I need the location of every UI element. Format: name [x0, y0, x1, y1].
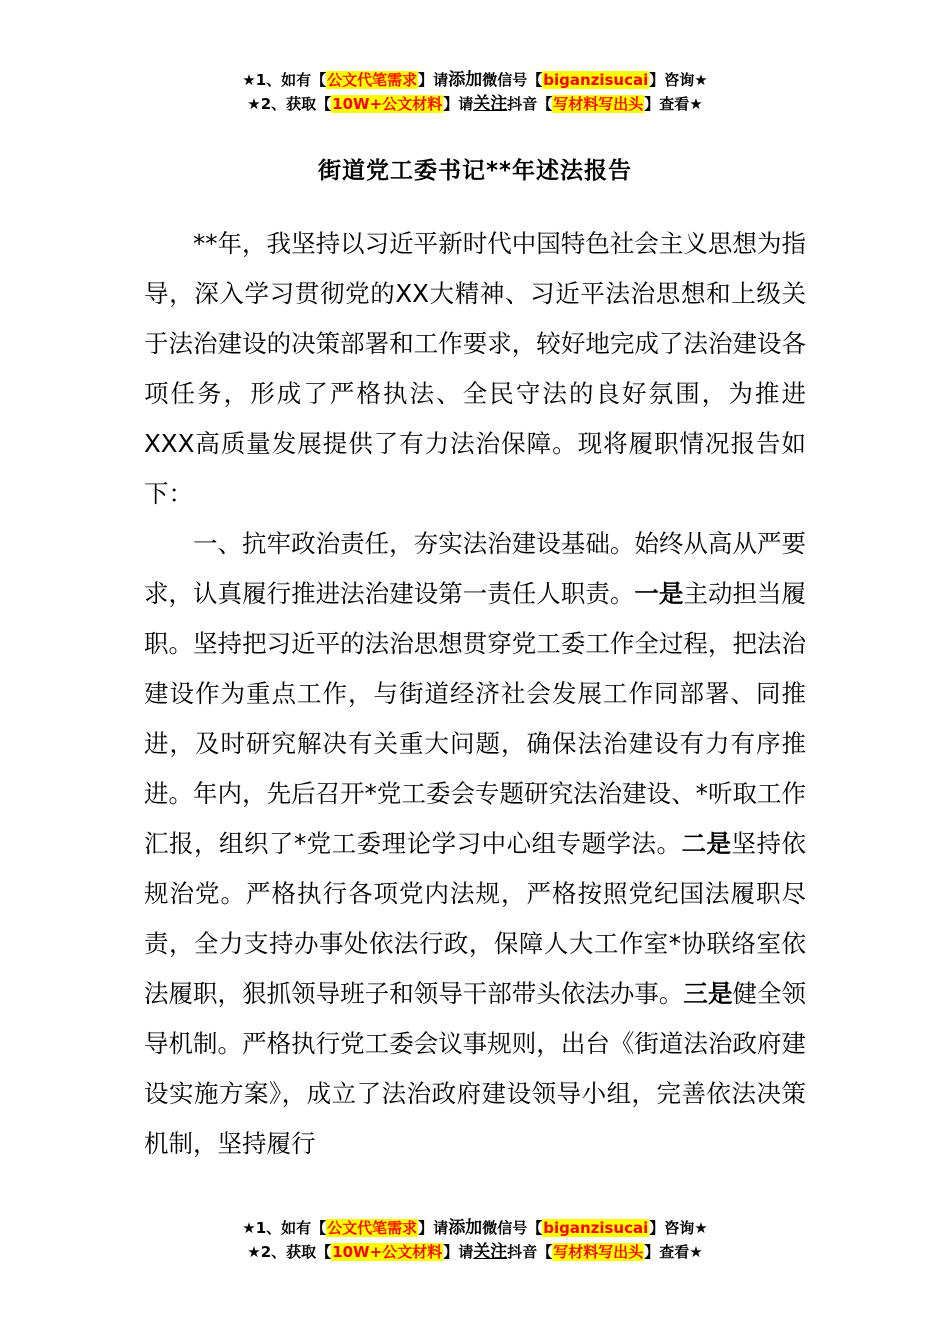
- paragraph-intro: **年，我坚持以习近平新时代中国特色社会主义思想为指导，深入学习贯彻党的XX大精神、习近平法治思想和上级关于法治建设的决策部署和工作要求，较好地完成了法治建设各项任务，形成了严格执法、全民守法的良好氛围，为推进XXX高质量发展提供了有力法治保障。现将履职情况报告如下：: [144, 229, 806, 508]
- footer-banner: [0, 1216, 950, 1264]
- banner-highlight: 写材料写出头: [553, 1243, 644, 1261]
- paragraph-section-1: [144, 519, 806, 1169]
- banner-text: 微信号【: [482, 71, 543, 89]
- banner-highlight: 写材料写出头: [553, 95, 644, 113]
- banner-emphasis: 关注: [473, 94, 508, 114]
- banner-highlight: biganzisucai: [543, 71, 649, 89]
- banner-highlight: 公文代笔需求: [327, 71, 418, 89]
- banner-line-1: [0, 1216, 950, 1240]
- banner-text: ★2、获取【: [247, 1243, 332, 1261]
- banner-text: 抖音【: [507, 95, 553, 113]
- banner-text: 】请: [443, 95, 474, 113]
- document-body: [144, 219, 806, 1169]
- banner-highlight: 公文代笔需求: [327, 1219, 418, 1237]
- banner-text: 】咨询★: [649, 71, 708, 89]
- banner-highlight: biganzisucai: [543, 1219, 649, 1237]
- bold-marker: 一是: [634, 579, 684, 608]
- header-banner: [0, 68, 950, 116]
- banner-emphasis: 关注: [473, 1242, 508, 1262]
- banner-text: ★1、如有【: [242, 1219, 327, 1237]
- banner-text: 】请: [443, 1243, 474, 1261]
- banner-emphasis: 添加: [448, 1218, 483, 1238]
- paragraph-text: 坚持依规治党。严格执行各项党内法规，严格按照党纪国法履职尽责，全力支持办事处依法行政，保障人大工作室*协联络室依法履职，狠抓领导班子和领导干部带头依法办事。: [144, 829, 807, 1008]
- banner-line-1: [0, 68, 950, 92]
- banner-emphasis: 添加: [448, 70, 483, 90]
- banner-highlight: 10W+公文材料: [332, 95, 443, 113]
- bold-marker: 二是: [681, 829, 732, 858]
- section-heading-text: 一、抗牢政治责任，夯实法治建设基础。始终从高从严要求，认真履行推进法治建设第一责任人职责。: [144, 529, 806, 608]
- paragraph-text: 健全领导机制。严格执行党工委会议事规则，出台《街道法治政府建设实施方案》，成立了法治政府建设领导小组，完善依法决策机制，坚持履行: [144, 979, 807, 1158]
- banner-text: 】查看★: [644, 95, 703, 113]
- paragraph-text: 主动担当履职。坚持把习近平的法治思想贯穿党工委工作全过程，把法治建设作为重点工作，与街道经济社会发展工作同部署、同推进，及时研究解决有关重大问题，确保法治建设有力有序推进。年内，先后召开*党工委会专题研究法治建设、*听取工作汇报，组织了*党工委理论学习中心组专题学法。: [144, 579, 807, 858]
- banner-text: 微信号【: [482, 1219, 543, 1237]
- banner-text: ★2、获取【: [247, 95, 332, 113]
- document-title: 街道党工委书记**年述法报告: [317, 158, 633, 184]
- banner-text: 】查看★: [644, 1243, 703, 1261]
- banner-highlight: 10W+公文材料: [332, 1243, 443, 1261]
- banner-text: ★1、如有【: [242, 71, 327, 89]
- banner-text: 】请: [418, 1219, 449, 1237]
- banner-line-2: [0, 92, 950, 116]
- banner-text: 抖音【: [507, 1243, 553, 1261]
- bold-marker: 三是: [683, 979, 733, 1008]
- banner-line-2: [0, 1240, 950, 1264]
- banner-text: 】咨询★: [649, 1219, 708, 1237]
- banner-text: 】请: [418, 71, 449, 89]
